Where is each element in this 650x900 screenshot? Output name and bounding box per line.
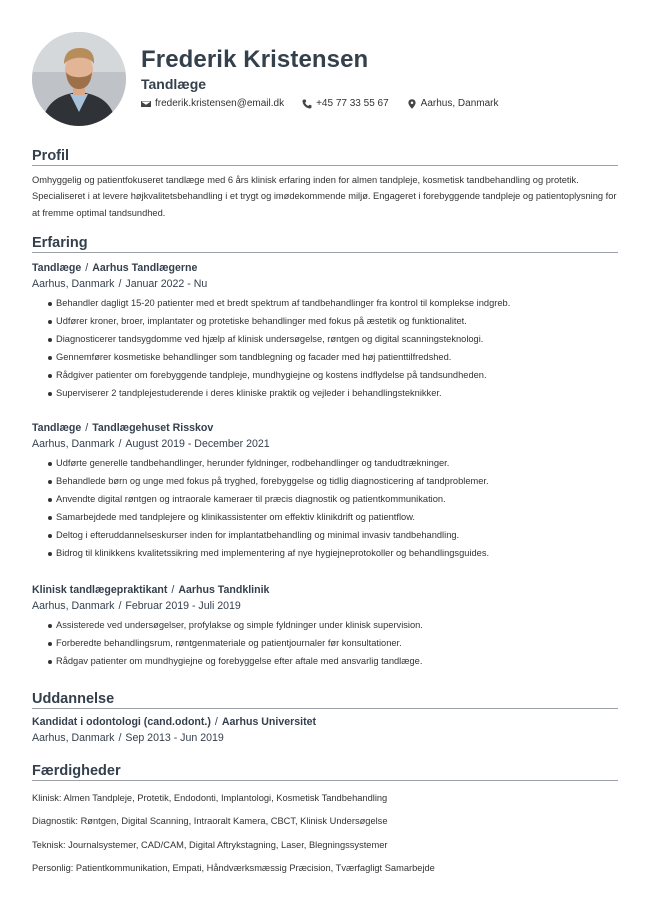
bullet-item: Forberedte behandlingsrum, røntgenmateriale og patientjournaler før konsultationer. xyxy=(32,635,618,653)
candidate-role: Tandlæge xyxy=(141,76,207,92)
education-meta-line xyxy=(32,730,618,746)
job-entry xyxy=(32,583,618,671)
separator: / xyxy=(85,262,89,274)
skill-line: Diagnostik: Røntgen, Digital Scanning, Intraoralt Kamera, CBCT, Klinisk Undersøgelse xyxy=(32,816,388,827)
skill-line: Teknisk: Journalsystemer, CAD/CAM, Digital Aftrykstagning, Laser, Blegningssystemer xyxy=(32,839,388,850)
experience-section xyxy=(32,235,618,259)
education-degree: Kandidat i odontologi (cand.odont.) xyxy=(32,716,211,728)
job-position: Tandlæge xyxy=(32,422,82,434)
job-period: Februar 2019 - Juli 2019 xyxy=(125,600,241,612)
bullet-item: Assisterede ved undersøgelser, profylakse og simple fyldninger under klinisk supervision. xyxy=(32,617,618,635)
job-period: August 2019 - December 2021 xyxy=(125,438,270,450)
job-title-line xyxy=(32,583,618,598)
job-entry xyxy=(32,261,618,402)
contact-location xyxy=(407,98,499,109)
education-school: Aarhus Universitet xyxy=(221,716,317,728)
separator: / xyxy=(118,600,122,612)
section-title-skills: Færdigheder xyxy=(32,763,618,781)
job-bullets xyxy=(32,295,618,402)
bullet-item: Superviserer 2 tandplejestuderende i deres kliniske praktik og vejleder i behandlingsteknikker. xyxy=(32,385,618,403)
bullet-item: Udførte generelle tandbehandlinger, herunder fyldninger, rodbehandlinger og tandudtrækninger. xyxy=(32,455,618,473)
education-period: Sep 2013 - Jun 2019 xyxy=(125,732,224,744)
bullet-item: Behandler dagligt 15-20 patienter med et bredt spektrum af tandbehandlinger fra kontrol til komplekse indgreb. xyxy=(32,295,618,313)
separator: / xyxy=(85,422,89,434)
email-text: frederik.kristensen@email.dk xyxy=(155,98,285,109)
job-position: Tandlæge xyxy=(32,262,82,274)
education-section xyxy=(32,691,618,746)
job-entry xyxy=(32,421,618,562)
skills-section xyxy=(32,763,618,881)
skill-line: Klinisk: Almen Tandpleje, Protetik, Endodonti, Implantologi, Kosmetisk Tandbehandling xyxy=(32,793,388,803)
separator: / xyxy=(118,438,122,450)
contact-bar xyxy=(141,98,516,109)
candidate-name: Frederik Kristensen xyxy=(141,46,369,73)
bullet-item: Deltog i efteruddannelseskurser inden for implantatbehandling og minimal invasiv tandbehandling. xyxy=(32,527,618,545)
section-title-education: Uddannelse xyxy=(32,691,618,709)
bullet-item: Bidrog til klinikkens kvalitetssikring med implementering af nye hygiejneprotokoller og behandlingsguides. xyxy=(32,545,618,563)
profile-photo xyxy=(32,32,126,126)
resume-header xyxy=(32,32,618,126)
profile-summary: Omhyggelig og patientfokuseret tandlæge med 6 års klinisk erfaring inden for almen tandpleje, kosmetisk tandbehandling og protetik. Specialiseret i at levere højkvalitetsbehandling i et trygt og imødekommende miljø. Engageret i forebyggende tandpleje og patientoplysning for at fremme optimal tandsundhed. xyxy=(32,175,617,218)
separator: / xyxy=(118,278,122,290)
separator: / xyxy=(214,716,218,728)
phone-text: +45 77 33 55 67 xyxy=(316,98,389,109)
bullet-item: Samarbejdede med tandplejere og klinikassistenter om effektiv klinikdrift og patientflow. xyxy=(32,509,618,527)
contact-phone[interactable] xyxy=(302,98,389,109)
bullet-item: Gennemfører kosmetiske behandlinger som tandblegning og facader med høj patienttilfredshed. xyxy=(32,349,618,367)
envelope-icon xyxy=(141,99,151,109)
bullet-item: Behandlede børn og unge med fokus på tryghed, forebyggelse og tidlig diagnosticering af tandproblemer. xyxy=(32,473,618,491)
job-company: Aarhus Tandlægerne xyxy=(92,262,198,274)
bullet-item: Rådgav patienter om mundhygiejne og forebyggelse efter aftale med ansvarlig tandlæge. xyxy=(32,653,618,671)
bullet-item: Anvendte digital røntgen og intraorale kameraer til præcis diagnostik og patientkommunikation. xyxy=(32,491,618,509)
skill-line: Personlig: Patientkommunikation, Empati, Håndværksmæssig Præcision, Tværfagligt Samarbejde xyxy=(32,863,435,874)
contact-email[interactable] xyxy=(141,98,284,109)
job-meta-line xyxy=(32,276,618,292)
job-location: Aarhus, Danmark xyxy=(32,278,115,290)
bullet-item: Rådgiver patienter om forebyggende tandpleje, mundhygiejne og kostens indflydelse på tandsundheden. xyxy=(32,367,618,385)
profile-section xyxy=(32,148,618,221)
section-title-experience: Erfaring xyxy=(32,235,618,253)
map-pin-icon xyxy=(407,99,417,109)
education-title-line xyxy=(32,715,618,730)
job-meta-line xyxy=(32,598,618,614)
job-title-line xyxy=(32,421,618,436)
education-location: Aarhus, Danmark xyxy=(32,732,115,744)
location-text: Aarhus, Danmark xyxy=(420,98,499,109)
bullet-item: Diagnosticerer tandsygdomme ved hjælp af klinisk undersøgelse, røntgen og digital scanningsteknologi. xyxy=(32,331,618,349)
separator: / xyxy=(118,732,122,744)
job-meta-line xyxy=(32,436,618,452)
job-company: Aarhus Tandklinik xyxy=(178,584,270,596)
job-period: Januar 2022 - Nu xyxy=(125,278,208,290)
job-location: Aarhus, Danmark xyxy=(32,438,115,450)
job-title-line xyxy=(32,261,618,276)
job-location: Aarhus, Danmark xyxy=(32,600,115,612)
job-position: Klinisk tandlægepraktikant xyxy=(32,584,168,596)
job-bullets xyxy=(32,617,618,671)
separator: / xyxy=(171,584,175,596)
job-bullets xyxy=(32,455,618,562)
section-title-profile: Profil xyxy=(32,148,618,166)
job-company: Tandlægehuset Risskov xyxy=(92,422,214,434)
phone-icon xyxy=(302,99,312,109)
bullet-item: Udfører kroner, broer, implantater og protetiske behandlinger med fokus på æstetik og funktionalitet. xyxy=(32,313,618,331)
